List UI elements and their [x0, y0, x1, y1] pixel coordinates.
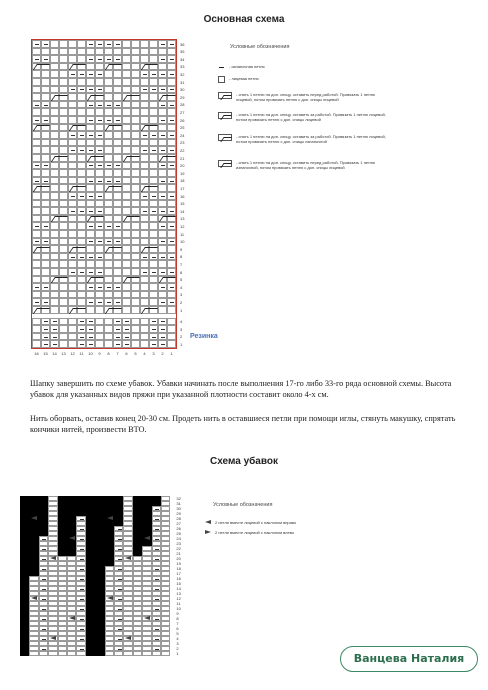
chart-cell	[105, 651, 114, 656]
no-stitch-cell	[20, 651, 29, 656]
row-number: 18	[180, 178, 185, 184]
row-number: 26	[180, 117, 185, 123]
blank-icon	[218, 76, 225, 83]
decrease-mark-icon	[69, 536, 75, 540]
row-number: 20	[176, 556, 181, 561]
chart-cell	[133, 651, 142, 656]
decrease-mark-icon	[107, 516, 113, 520]
column-number: 6	[125, 351, 128, 356]
row-number: 1	[180, 341, 183, 347]
chart-cell	[48, 651, 57, 656]
cross-purl-left-icon	[218, 134, 232, 141]
row-number: 9	[180, 246, 183, 252]
row-number: 7	[180, 261, 183, 267]
row-number: 30	[176, 506, 181, 511]
row-number: 31	[180, 79, 185, 85]
decrease-mark-icon	[69, 616, 75, 620]
row-number: 13	[180, 216, 185, 222]
row-number: 35	[180, 49, 185, 55]
row-number: 3	[176, 641, 179, 646]
instruction-paragraph-1: Шапку завершить по схеме убавок. Убавки начинать после выполнения 17-го либо 33-го ряда основной схемы. Высота убавок для указанных видов пряжи при указанной плотности составит около 4-х см.	[30, 379, 452, 399]
row-number: 26	[176, 526, 181, 531]
row-number: 23	[180, 140, 185, 146]
row-number: 22	[176, 546, 181, 551]
row-number: 7	[176, 621, 179, 626]
chart-cell	[114, 651, 123, 656]
chart-cell	[161, 651, 170, 656]
legend-item-text: - изнаночная петля	[229, 64, 265, 69]
legend-item-text: - лицевая петля	[229, 76, 259, 81]
row-number: 33	[180, 64, 185, 70]
row-number: 4	[176, 636, 179, 641]
row-number: 2	[180, 334, 183, 340]
chart-cell	[39, 651, 48, 656]
column-number: 15	[43, 351, 48, 356]
row-number: 16	[176, 576, 181, 581]
row-number: 4	[180, 284, 183, 290]
legend-item-text: - снять 1 петлю на доп. спицу, оставить перед работой. Провязать 1 петлю изнаночной, потом провязать петлю с доп. спицы лицевой	[236, 160, 376, 170]
row-number: 8	[176, 616, 179, 621]
dash-icon	[218, 64, 225, 71]
row-number: 28	[176, 516, 181, 521]
decrease-legend-title: Условные обозначения	[213, 502, 273, 508]
row-number: 25	[180, 125, 185, 131]
decrease-mark-icon	[50, 556, 56, 560]
decrease-mark-icon	[125, 636, 131, 640]
row-number: 29	[180, 94, 185, 100]
author-signature: Ванцева Наталия	[340, 646, 478, 672]
column-number: 12	[70, 351, 75, 356]
row-number: 25	[176, 531, 181, 536]
row-number: 34	[180, 56, 185, 62]
legend-item-text: 2 петли вместе лицевой с наклоном влево	[215, 530, 295, 535]
row-number: 21	[176, 551, 181, 556]
row-number: 27	[176, 521, 181, 526]
column-number: 9	[98, 351, 101, 356]
row-number: 11	[176, 601, 181, 606]
column-number: 3	[152, 351, 155, 356]
row-number: 31	[176, 501, 181, 506]
row-number: 17	[180, 185, 185, 191]
column-number: 11	[79, 351, 84, 356]
column-number: 8	[107, 351, 110, 356]
column-number: 4	[143, 351, 146, 356]
row-number: 19	[180, 170, 185, 176]
row-number: 6	[180, 269, 183, 275]
chart-cell	[67, 651, 76, 656]
main-chart-frame	[31, 39, 177, 349]
chart-cell	[152, 651, 161, 656]
row-number: 9	[176, 611, 179, 616]
row-number: 19	[176, 561, 181, 566]
chart-cell	[123, 651, 132, 656]
decrease-mark-icon	[50, 636, 56, 640]
chart-cell	[142, 651, 151, 656]
row-number: 11	[180, 231, 185, 237]
decrease-mark-icon	[125, 556, 131, 560]
column-number: 1	[170, 351, 173, 356]
row-number: 24	[180, 132, 185, 138]
row-number: 2	[176, 646, 179, 651]
row-number: 1	[180, 307, 183, 313]
row-number: 28	[180, 102, 185, 108]
row-number: 22	[180, 147, 185, 153]
row-number: 29	[176, 511, 181, 516]
column-number: 16	[34, 351, 39, 356]
column-number: 13	[61, 351, 66, 356]
chart-cell	[76, 651, 85, 656]
row-number: 6	[176, 626, 179, 631]
row-number: 20	[180, 163, 185, 169]
row-number: 21	[180, 155, 185, 161]
column-number: 14	[52, 351, 57, 356]
row-number: 5	[180, 277, 183, 283]
column-number: 10	[88, 351, 93, 356]
row-number: 15	[180, 201, 185, 207]
row-number: 14	[176, 586, 181, 591]
k2tog-icon	[205, 530, 211, 534]
row-number: 24	[176, 536, 181, 541]
row-number: 30	[180, 87, 185, 93]
column-number: 5	[134, 351, 137, 356]
legend-item-text: - снять 1 петлю на доп. спицу, оставить за работой. Провязать 1 петлю лицевой, потом провязать петлю с доп. спицы лицевой	[236, 112, 386, 122]
main-legend-title: Условные обозначения	[230, 44, 290, 50]
row-number: 3	[180, 292, 183, 298]
row-number: 14	[180, 208, 185, 214]
row-number: 23	[176, 541, 181, 546]
row-number: 32	[176, 496, 181, 501]
row-number: 27	[180, 109, 185, 115]
main-chart-title: Основная схема	[203, 14, 285, 25]
chart-cell	[29, 651, 38, 656]
row-number: 8	[180, 254, 183, 260]
decrease-mark-icon	[144, 616, 150, 620]
row-number: 17	[176, 571, 181, 576]
no-stitch-cell	[95, 651, 104, 656]
row-number: 13	[176, 591, 181, 596]
chart-cell	[58, 651, 67, 656]
row-number: 4	[180, 319, 183, 325]
row-number: 32	[180, 71, 185, 77]
instruction-paragraph-2: Нить оборвать, оставив конец 20-30 см. Продеть нить в оставшиеся петли при помощи иглы, стянуть макушку, спрятать кончики нитей, произвести ВТО.	[30, 414, 456, 434]
legend-item-text: - снять 1 петлю на доп. спицу, оставить перед работой. Провязать 1 петлю лицевой, потом провязать петлю с доп. спицы лицевой	[236, 92, 376, 102]
decrease-mark-icon	[31, 516, 37, 520]
decrease-chart-title: Схема убавок	[210, 456, 278, 467]
cross-right-back-icon	[218, 112, 232, 119]
row-number: 12	[180, 223, 185, 229]
row-number: 15	[176, 581, 181, 586]
decrease-mark-icon	[31, 596, 37, 600]
row-number: 16	[180, 193, 185, 199]
row-number: 12	[176, 596, 181, 601]
row-number: 10	[176, 606, 181, 611]
rib-label: Резинка	[190, 333, 218, 340]
column-number: 7	[116, 351, 119, 356]
cross-purl-right-icon	[218, 160, 232, 167]
no-stitch-cell	[86, 651, 95, 656]
row-number: 1	[176, 651, 179, 656]
row-number: 10	[180, 239, 185, 245]
row-number: 3	[180, 326, 183, 332]
row-number: 5	[176, 631, 179, 636]
row-number: 36	[180, 41, 185, 47]
ssk-icon	[205, 520, 211, 524]
row-number: 18	[176, 566, 181, 571]
cross-left-back-icon	[218, 92, 232, 99]
legend-item-text: - снять 1 петлю на доп. спицу, оставить за работой. Провязать 1 петлю лицевой, потом провязать петлю с доп. спицы изнаночной	[236, 134, 386, 144]
legend-item-text: 2 петли вместе лицевой с наклоном вправо	[215, 520, 297, 525]
column-number: 2	[161, 351, 164, 356]
main-legend	[218, 44, 388, 170]
row-number: 2	[180, 299, 183, 305]
decrease-mark-icon	[107, 596, 113, 600]
decrease-mark-icon	[144, 536, 150, 540]
decrease-legend	[205, 502, 355, 535]
